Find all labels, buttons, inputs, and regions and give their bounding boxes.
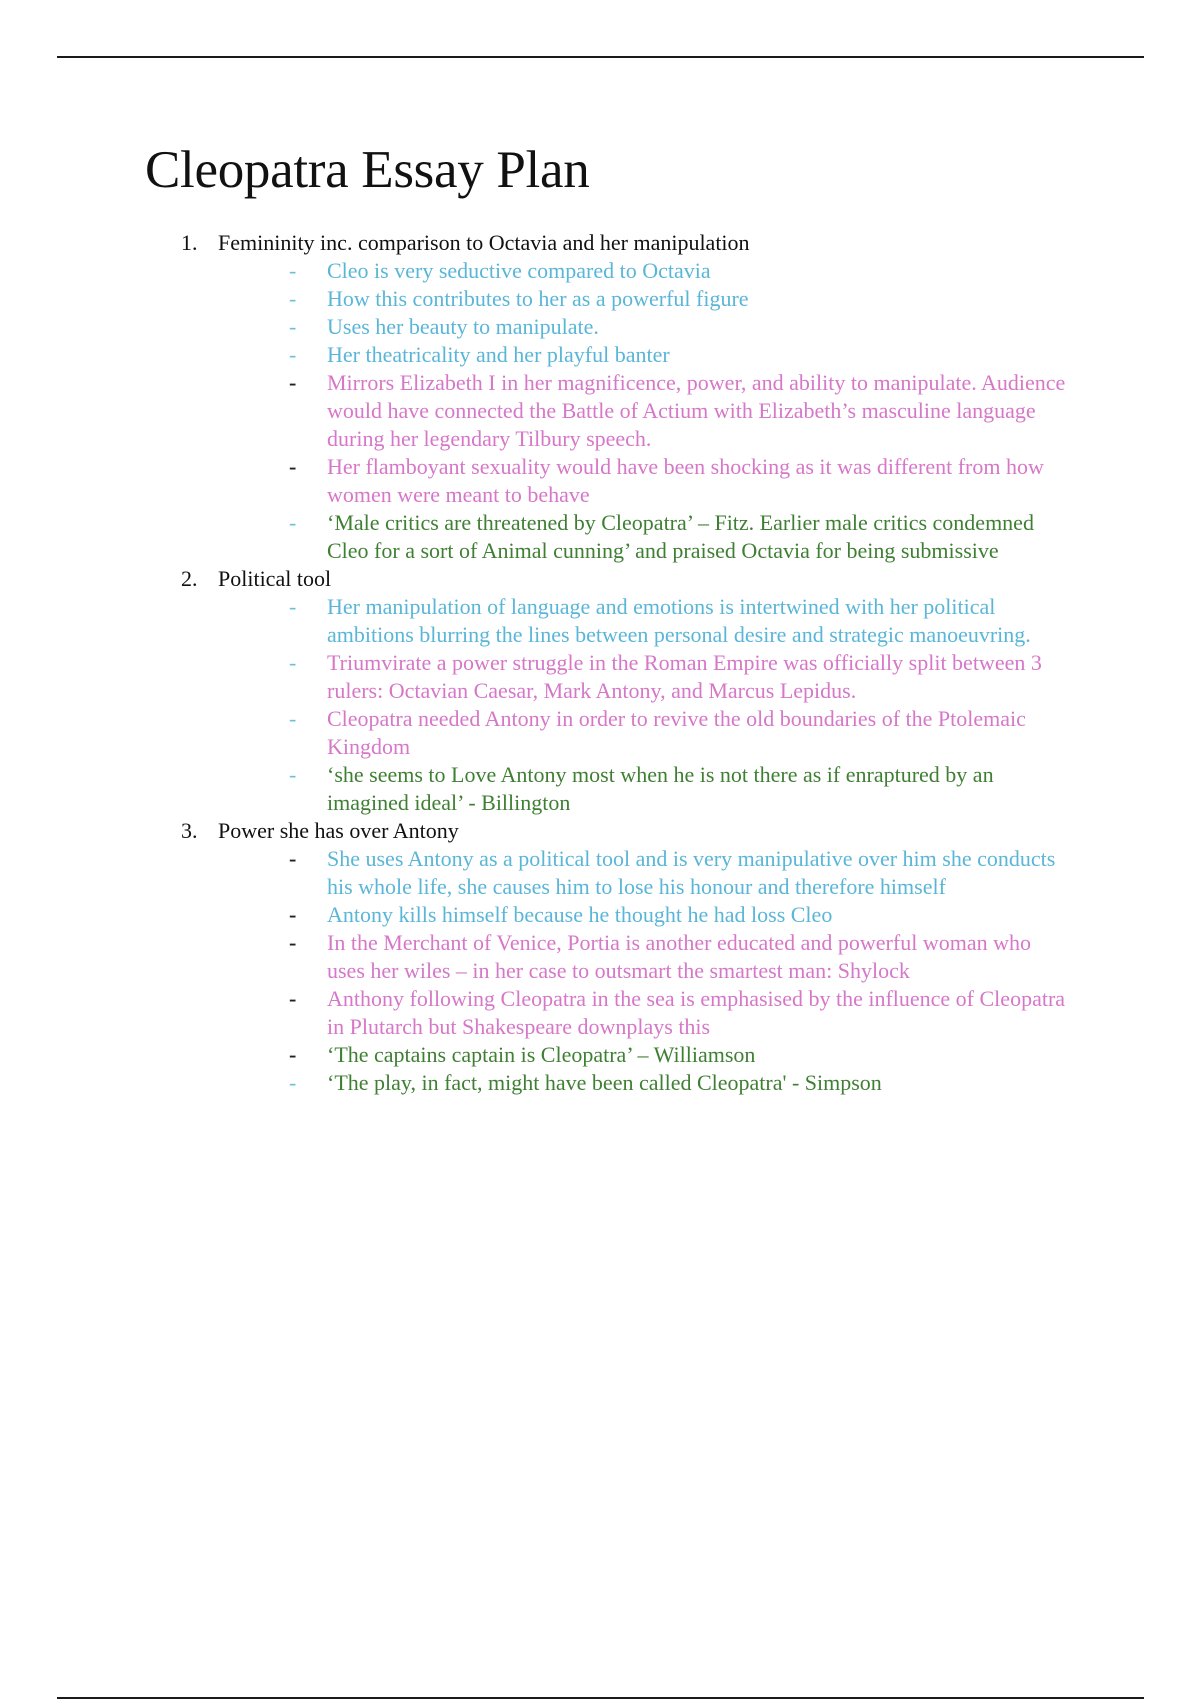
dash-marker: - bbox=[289, 509, 297, 535]
bullet-item bbox=[145, 453, 1072, 509]
bullet-text: Mirrors Elizabeth I in her magnificence, power, and ability to manipulate. Audience would have connected the Battle of Actium with Elizabeth’s masculine language during her legendary Tilbury speech. bbox=[327, 369, 1066, 451]
section-number: 3. bbox=[181, 817, 198, 843]
bullet-text: ‘Male critics are threatened by Cleopatra’ – Fitz. Earlier male critics condemned Cleo for a sort of Animal cunning’ and praised Octavia for being submissive bbox=[327, 509, 1034, 563]
bullet-item bbox=[145, 593, 1072, 649]
bullet-item bbox=[145, 649, 1072, 705]
bullet-text: Cleopatra needed Antony in order to revive the old boundaries of the Ptolemaic Kingdom bbox=[327, 705, 1026, 759]
section-heading bbox=[145, 817, 1075, 845]
dash-marker: - bbox=[289, 1069, 297, 1095]
dash-marker: - bbox=[289, 985, 297, 1011]
bullet-text: In the Merchant of Venice, Portia is another educated and powerful woman who uses her wiles – in her case to outsmart the smartest man: Shylock bbox=[327, 929, 1031, 983]
bullet-list bbox=[145, 845, 1075, 1097]
bullet-list bbox=[145, 593, 1075, 817]
bullet-item bbox=[145, 901, 1072, 929]
bullet-text: Her theatricality and her playful banter bbox=[327, 341, 670, 367]
section-heading bbox=[145, 229, 1075, 257]
dash-marker: - bbox=[289, 1041, 297, 1067]
section-number: 1. bbox=[181, 229, 198, 255]
bottom-rule bbox=[57, 1697, 1144, 1699]
dash-marker: - bbox=[289, 761, 297, 787]
bullet-text: ‘she seems to Love Antony most when he is not there as if enraptured by an imagined ideal’ - Billington bbox=[327, 761, 994, 815]
dash-marker: - bbox=[289, 453, 297, 479]
dash-marker: - bbox=[289, 257, 297, 283]
bullet-text: Cleo is very seductive compared to Octavia bbox=[327, 257, 711, 283]
section-heading bbox=[145, 565, 1075, 593]
bullet-item bbox=[145, 341, 1072, 369]
document-page bbox=[145, 140, 1075, 1097]
dash-marker: - bbox=[289, 341, 297, 367]
page-title: Cleopatra Essay Plan bbox=[145, 141, 590, 199]
bullet-item bbox=[145, 985, 1072, 1041]
bullet-text: Her flamboyant sexuality would have been shocking as it was different from how women were meant to behave bbox=[327, 453, 1044, 507]
section-number: 2. bbox=[181, 565, 198, 591]
dash-marker: - bbox=[289, 369, 297, 395]
bullet-text: ‘The captains captain is Cleopatra’ – Williamson bbox=[327, 1041, 756, 1067]
bullet-item bbox=[145, 929, 1072, 985]
bullet-item bbox=[145, 845, 1072, 901]
section-heading-text: Political tool bbox=[218, 565, 332, 591]
section-list bbox=[145, 229, 1075, 1097]
section-femininity bbox=[145, 229, 1075, 565]
top-rule bbox=[57, 56, 1144, 58]
bullet-text: She uses Antony as a political tool and is very manipulative over him she conducts his whole life, she causes him to lose his honour and therefore himself bbox=[327, 845, 1056, 899]
dash-marker: - bbox=[289, 845, 297, 871]
dash-marker: - bbox=[289, 285, 297, 311]
bullet-item bbox=[145, 761, 1072, 817]
dash-marker: - bbox=[289, 705, 297, 731]
bullet-item bbox=[145, 1041, 1072, 1069]
bullet-item bbox=[145, 257, 1072, 285]
dash-marker: - bbox=[289, 901, 297, 927]
bullet-text: ‘The play, in fact, might have been called Cleopatra' - Simpson bbox=[327, 1069, 882, 1095]
bullet-text: Her manipulation of language and emotions is intertwined with her political ambitions blurring the lines between personal desire and strategic manoeuvring. bbox=[327, 593, 1031, 647]
bullet-item bbox=[145, 313, 1072, 341]
section-power-over-antony bbox=[145, 817, 1075, 1097]
dash-marker: - bbox=[289, 593, 297, 619]
bullet-list bbox=[145, 257, 1075, 565]
bullet-item bbox=[145, 1069, 1072, 1097]
bullet-text: Uses her beauty to manipulate. bbox=[327, 313, 599, 339]
dash-marker: - bbox=[289, 313, 297, 339]
bullet-item bbox=[145, 509, 1072, 565]
dash-marker: - bbox=[289, 649, 297, 675]
dash-marker: - bbox=[289, 929, 297, 955]
section-political-tool bbox=[145, 565, 1075, 817]
section-heading-text: Femininity inc. comparison to Octavia and her manipulation bbox=[218, 229, 750, 255]
bullet-text: Antony kills himself because he thought he had loss Cleo bbox=[327, 901, 833, 927]
bullet-text: How this contributes to her as a powerful figure bbox=[327, 285, 749, 311]
bullet-item bbox=[145, 705, 1072, 761]
bullet-item bbox=[145, 285, 1072, 313]
bullet-item bbox=[145, 369, 1072, 453]
section-heading-text: Power she has over Antony bbox=[218, 817, 459, 843]
bullet-text: Triumvirate a power struggle in the Roman Empire was officially split between 3 rulers: Octavian Caesar, Mark Antony, and Marcus Lepidus. bbox=[327, 649, 1042, 703]
bullet-text: Anthony following Cleopatra in the sea is emphasised by the influence of Cleopatra in Plutarch but Shakespeare downplays this bbox=[327, 985, 1066, 1039]
